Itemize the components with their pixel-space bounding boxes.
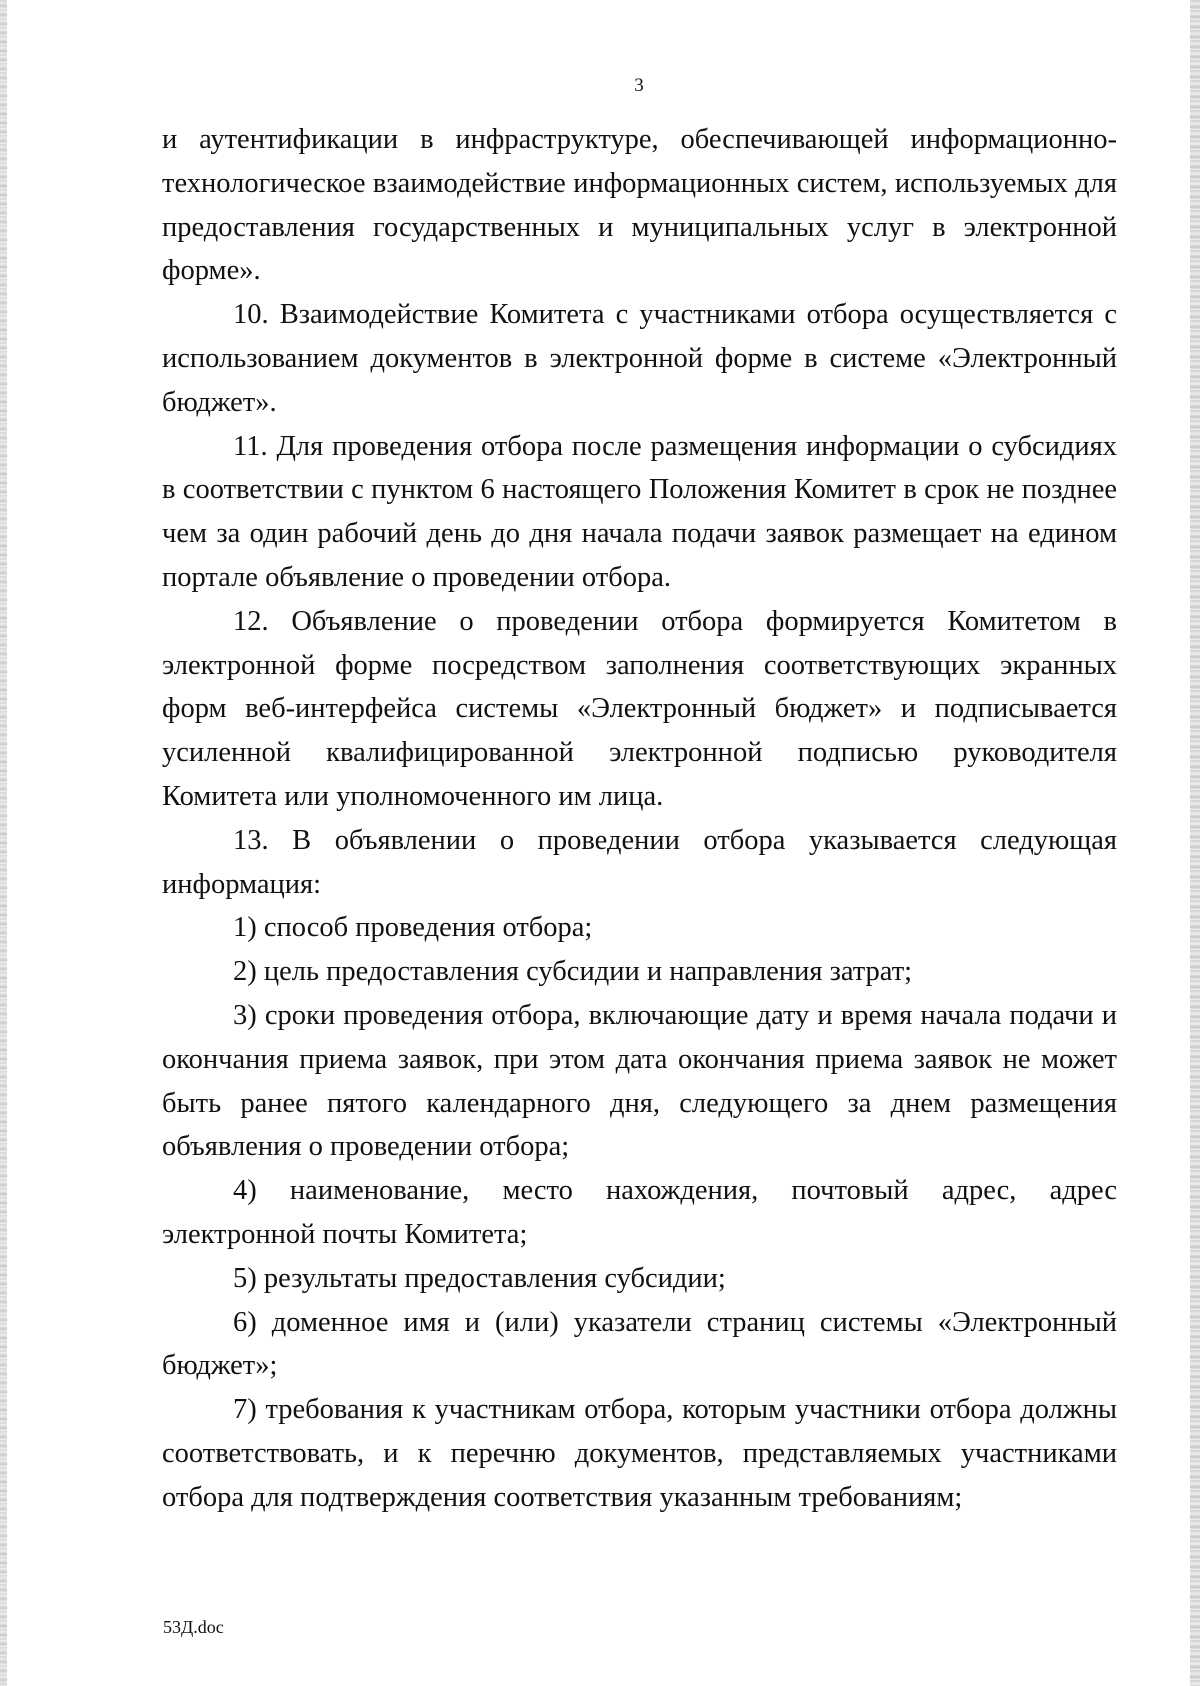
paragraph-12: 12. Объявление о проведении отбора формируется Комитетом в электронной форме посредством заполнения соответствующих экранных форм веб-интерфейса системы «Электронный бюджет» и подписывается усиленной квалифицированной электронной подписью руководителя Комитета или уполномоченного им лица. [162, 605, 1117, 812]
footer-filename: 53Д.doc [163, 1617, 224, 1637]
paragraph-continuation: и аутентификации в инфраструктуре, обеспечивающей информационно-технологическое взаимодействие информационных систем, используемых для предоставления государственных и муниципальных услуг в электронной форме». [162, 124, 1117, 287]
list-item-3: 3) сроки проведения отбора, включающие дату и время начала подачи и окончания приема заявок, при этом дата окончания приема заявок не может быть ранее пятого календарного дня, следующего за днем размещения объявления о проведении отбора; [162, 999, 1117, 1163]
document-body [162, 118, 1117, 1520]
list-item-2: 2) цель предоставления субсидии и направления затрат; [233, 956, 913, 988]
list-item-5: 5) результаты предоставления субсидии; [233, 1262, 726, 1294]
paragraph-13: 13. В объявлении о проведении отбора указывается следующая информация: [162, 824, 1117, 900]
list-item-7: 7) требования к участникам отбора, которым участники отбора должны соответствовать, и к перечню документов, представляемых участниками отбора для подтверждения соответствия указанным требованиям; [162, 1394, 1117, 1513]
list-item-4: 4) наименование, место нахождения, почтовый адрес, адрес электронной почты Комитета; [162, 1175, 1117, 1250]
scan-edge-left [0, 0, 7, 1686]
page-number: 3 [634, 75, 644, 96]
paragraph-11: 11. Для проведения отбора после размещения информации о субсидиях в соответствии с пунктом 6 настоящего Положения Комитет в срок не позднее чем за один рабочий день до дня начала подачи заявок размещает на едином портале объявление о проведении отбора. [162, 430, 1117, 593]
paragraph-10: 10. Взаимодействие Комитета с участниками отбора осуществляется с использованием документов в электронной форме в системе «Электронный бюджет». [162, 299, 1117, 418]
scan-edge-right [1190, 0, 1200, 1686]
list-item-6: 6) доменное имя и (или) указатели страниц системы «Электронный бюджет»; [162, 1306, 1117, 1382]
list-item-1: 1) способ проведения отбора; [233, 912, 593, 944]
